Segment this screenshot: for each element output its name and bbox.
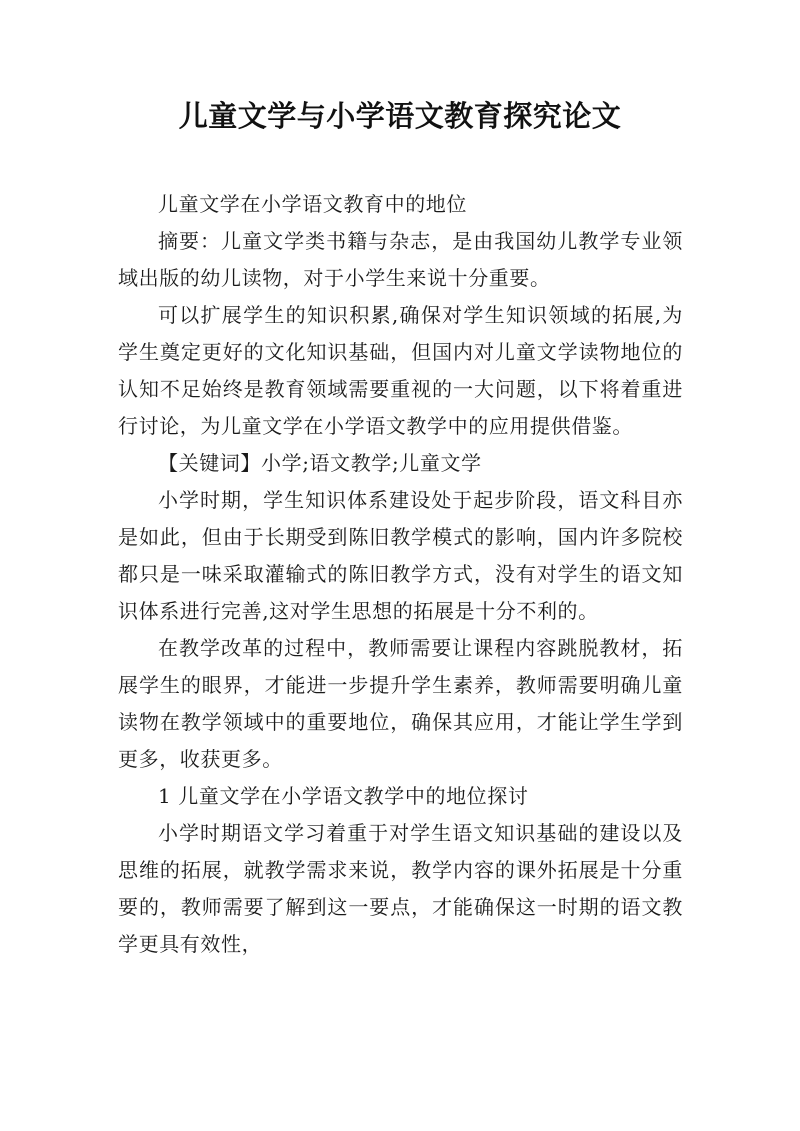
paragraph: 小学时期语文学习着重于对学生语文知识基础的建设以及思维的拓展，就教学需求来说，教学内容的课外拓展是十分重要的，教师需要了解到这一要点，才能确保这一时期的语文教学更具有效性，: [118, 821, 683, 956]
paragraph-keywords: 【关键词】小学;语文教学;儿童文学: [158, 451, 482, 475]
document-title: 儿童文学与小学语文教育探究论文: [178, 99, 622, 133]
paragraph-subheading: 1 儿童文学在小学语文教学中的地位探讨: [158, 784, 529, 808]
paragraph-abstract: 摘要：儿童文学类书籍与杂志，是由我国幼儿教学专业领域出版的幼儿读物，对于小学生来说十分重要。: [118, 229, 683, 290]
paragraph: 可以扩展学生的知识积累,确保对学生知识领域的拓展,为学生奠定更好的文化知识基础，但国内对儿童文学读物地位的认知不足始终是教育领域需要重视的一大问题，以下将着重进行讨论，为儿童文学在小学语文教学中的应用提供借鉴。: [118, 303, 683, 438]
paragraph: 小学时期，学生知识体系建设处于起步阶段，语文科目亦是如此，但由于长期受到陈旧教学模式的影响，国内许多院校都只是一味采取灌输式的陈旧教学方式，没有对学生的语文知识体系进行完善,这对学生思想的拓展是十分不利的。: [118, 488, 683, 623]
document-body: [118, 186, 683, 963]
paragraph-section-heading: 儿童文学在小学语文教育中的地位: [158, 192, 467, 216]
paragraph: 在教学改革的过程中，教师需要让课程内容跳脱教材，拓展学生的眼界，才能进一步提升学生素养，教师需要明确儿童读物在教学领域中的重要地位，确保其应用，才能让学生学到更多，收获更多。: [118, 636, 683, 771]
